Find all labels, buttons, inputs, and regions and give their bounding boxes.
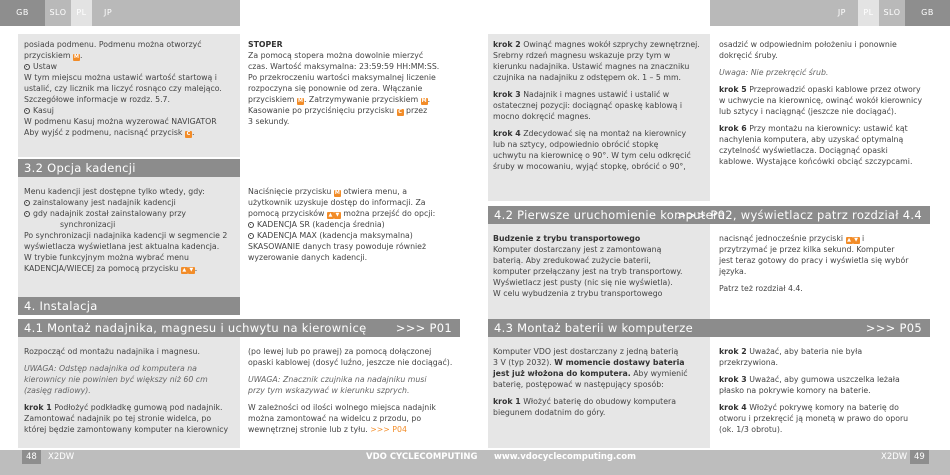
page-number-left: 48 <box>22 450 41 464</box>
down-button-icon: ▼ <box>854 237 858 243</box>
section-4-2-col2: nacisnąć jednocześnie przyciski ▲ ▼ i przytrzymać je przez kilka sekund. Komputer jest teraz gotowy do pracy i wyświetla się wybór języka. Patrz też rozdział 4.4. <box>719 234 909 293</box>
right-top-col1: krok 2 Owinąć magnes wokół szprychy zewnętrznej. Srebrny rdzeń magnesu wskazuje przy tym w kierunku nadajnika. Ustawić magnes na znaczniku czujnika na nadajniku z odstępem ok. 1 – 5 mm. krok 3 Nadajnik i magnes ustawić i ustalić w ostatecznej pozycji: dociągnąć opaskę kablową i mocno dokręcić magnes. krok 4 Zdecydować się na montaż na kierownicy lub na sztycy, odpowiednio obrócić stopkę uchwytu na kierownicę o 90°. W tym celu odkręcić śruby w mocowaniu, wyjąć stopkę, obrócić o 90°, <box>493 40 700 171</box>
tab-slo-right[interactable]: SLO <box>879 0 905 26</box>
website-link[interactable]: www.vdocyclecomputing.com <box>494 452 636 462</box>
m-button-icon: M <box>421 98 427 104</box>
bullet-icon <box>24 200 30 206</box>
up-button-icon: ▲ <box>847 237 851 243</box>
down-button-icon: ▼ <box>189 267 194 273</box>
bullet-icon <box>24 64 30 70</box>
m-button-icon: M <box>297 98 303 104</box>
section-4-3-title: 4.3 Montaż baterii w komputerze >>> P05 <box>488 319 930 337</box>
tab-jp-right[interactable]: JP <box>710 0 858 26</box>
tab-pl-left[interactable]: PL <box>71 0 92 26</box>
top-nav <box>0 0 950 34</box>
tab-slo-left[interactable]: SLO <box>45 0 71 26</box>
section-4-3-col1: Komputer VDO jest dostarczany z jedną baterią 3 V (typ 2032). W momencie dostawy bateria jest już włożona do komputera. Aby wymienić baterię, postępować w następujący sposób: krok 1 Włożyć baterię do obudowy komputera biegunem dodatnim do góry. <box>493 347 688 417</box>
section-4-2-col1: Budzenie z trybu transportowego Komputer dostarczany jest z zamontowaną baterią. Aby zredukować zużycie baterii, komputer przełączany jest na tryb transportowy. Wyświetlacz jest pusty (nic się nie wyświetla). W celu wybudzenia z trybu transportowego <box>493 234 683 298</box>
section-4-2-title: 4.2 Pierwsze uruchomienie komputera >>> P02, wyświetlacz patrz rozdział 4.4 <box>488 206 930 224</box>
model-left: X2DW <box>48 452 75 462</box>
m-button-icon: M <box>334 190 340 196</box>
right-top-col2: osadzić w odpowiednim położeniu i ponownie dokręcić śruby. Uwaga: Nie przekręcić śrub. krok 5 Przeprowadzić opaski kablowe przez otwory w uchwycie na kierownicę, owinąć wokół kierownicy lub sztycy i naciągnąć (jeszcze nie dociągać). krok 6 Przy montażu na kierownicy: ustawić kąt nachylenia komputera, aby uzyskać optymalną czytelność wyświetlacza. Dociągnąć opaski kablowe. Wystające końcówki obciąć szczypcami. <box>719 40 923 166</box>
section-4-1-col2: (po lewej lub po prawej) za pomocą dołączonej opaski kablowej (dosyć luźno, jeszcze nie dociągać). UWAGA: Znacznik czujnika na nadajniku musi przy tym wskazywać w kierunku szprych. W zależności od ilości wolnego miejsca nadajnik można zamontować na widelcu z przodu, po wewnętrznej stronie lub z tyłu. >>> P04 <box>248 347 453 434</box>
tab-jp-left[interactable]: JP <box>92 0 240 26</box>
c-button-icon: C <box>398 109 402 115</box>
section-4-1-title: 4.1 Montaż nadajnika, magnesu i uchwytu na kierownicę >>> P01 <box>18 319 460 337</box>
model-right: X2DW <box>881 452 908 462</box>
section-4-3-col2: krok 2 Uważać, aby bateria nie była przekrzywiona. krok 3 Uważać, aby gumowa uszczelka leżała płasko na pokrywie komory na baterie. krok 4 Włożyć pokrywę komory na baterię do otworu i przekręcić ją monetą w prawo do oporu (ok. 1/3 obrotu). <box>719 347 909 434</box>
section-4-1-col1: Rozpocząć od montażu nadajnika i magnesu. UWAGA: Odstęp nadajnika od komputera na kierownicy nie powinien być większy niż 60 cm (zasięg radiowy). krok 1 Podłożyć podkładkę gumową pod nadajnik. Zamontować nadajnik po tej stronie widelca, po której będzie zamontowany komputer na kierownicy <box>24 347 229 434</box>
section-3-2-title: 3.2 Opcja kadencji <box>18 159 240 177</box>
bullet-icon <box>248 233 254 239</box>
stoper-block: STOPER Za pomocą stopera można dowolnie mierzyć czas. Wartość maksymalna: 23:59:59 HH:MM:SS. Po przekroczeniu wartości maksymalnej liczenie rozpoczyna się ponownie od zera. Włączanie przyciskiem M. Zatrzymywanie przyciskiem M. Kasowanie po przyciśnięciu przycisku C przez 3 sekundy. <box>248 39 473 127</box>
section-4-1-ref: >>> P01 <box>395 321 452 335</box>
bullet-icon <box>24 108 30 114</box>
tab-gb-left[interactable]: GB <box>0 0 45 26</box>
brand-text: VDO CYCLECOMPUTING <box>366 452 478 462</box>
c-button-icon: C <box>186 131 191 137</box>
up-button-icon: ▲ <box>182 267 187 273</box>
tab-gb-right[interactable]: GB <box>905 0 950 26</box>
section-4-3-ref: >>> P05 <box>865 321 922 335</box>
footer <box>0 450 950 475</box>
left-top-col1: posiada podmenu. Podmenu można otworzyć przyciskiem M. Ustaw W tym miejscu można ustawić wartość startową i ustalić, czy licznik ma liczyć rosnąco czy malejąco. Szczegółowe informacje w rozdz. 5.7. Kasuj W podmenu Kasuj można wyzerować NAVIGATOR Aby wyjść z podmenu, nacisnąć przycisk C . <box>24 40 222 137</box>
tab-pl-right[interactable]: PL <box>858 0 879 26</box>
section-4-title: 4. Instalacja <box>18 297 240 315</box>
section-4-2-ref: >>> P02, wyświetlacz patrz rozdział 4.4 <box>676 208 922 222</box>
bullet-icon <box>248 222 254 228</box>
bullet-icon <box>24 211 30 217</box>
down-button-icon: ▼ <box>335 212 340 218</box>
p04-link[interactable]: >>> P04 <box>370 425 407 434</box>
page-number-right: 49 <box>910 450 929 464</box>
m-button-icon: M <box>73 54 79 60</box>
stoper-title: STOPER <box>248 40 283 49</box>
section-3-2-col1: Menu kadencji jest dostępne tylko wtedy, gdy: zainstalowany jest nadajnik kadencji gdy nadajnik został zainstalowany przy synchronizacji Po synchronizacji nadajnika kadencji w segmencie 2 wyświetlacza wyświetlana jest aktualna kadencja. W trybie funkcyjnym można wybrać menu KADENCJA/WIECEJ za pomocą przycisku ▲ ▼ . <box>24 187 228 273</box>
section-3-2-col2: Naciśnięcie przycisku M otwiera menu, a użytkownik uzyskuje dostęp do informacji. Za pomocą przycisków ▲ ▼ można przejść do opcji: KADENCJA SR (kadencja średnia) KADENCJA MAX (kadencja maksymalna) SKASOWANIE danych trasy powoduje również wyzerowanie danych kadencji. <box>248 187 436 262</box>
up-button-icon: ▲ <box>328 212 333 218</box>
